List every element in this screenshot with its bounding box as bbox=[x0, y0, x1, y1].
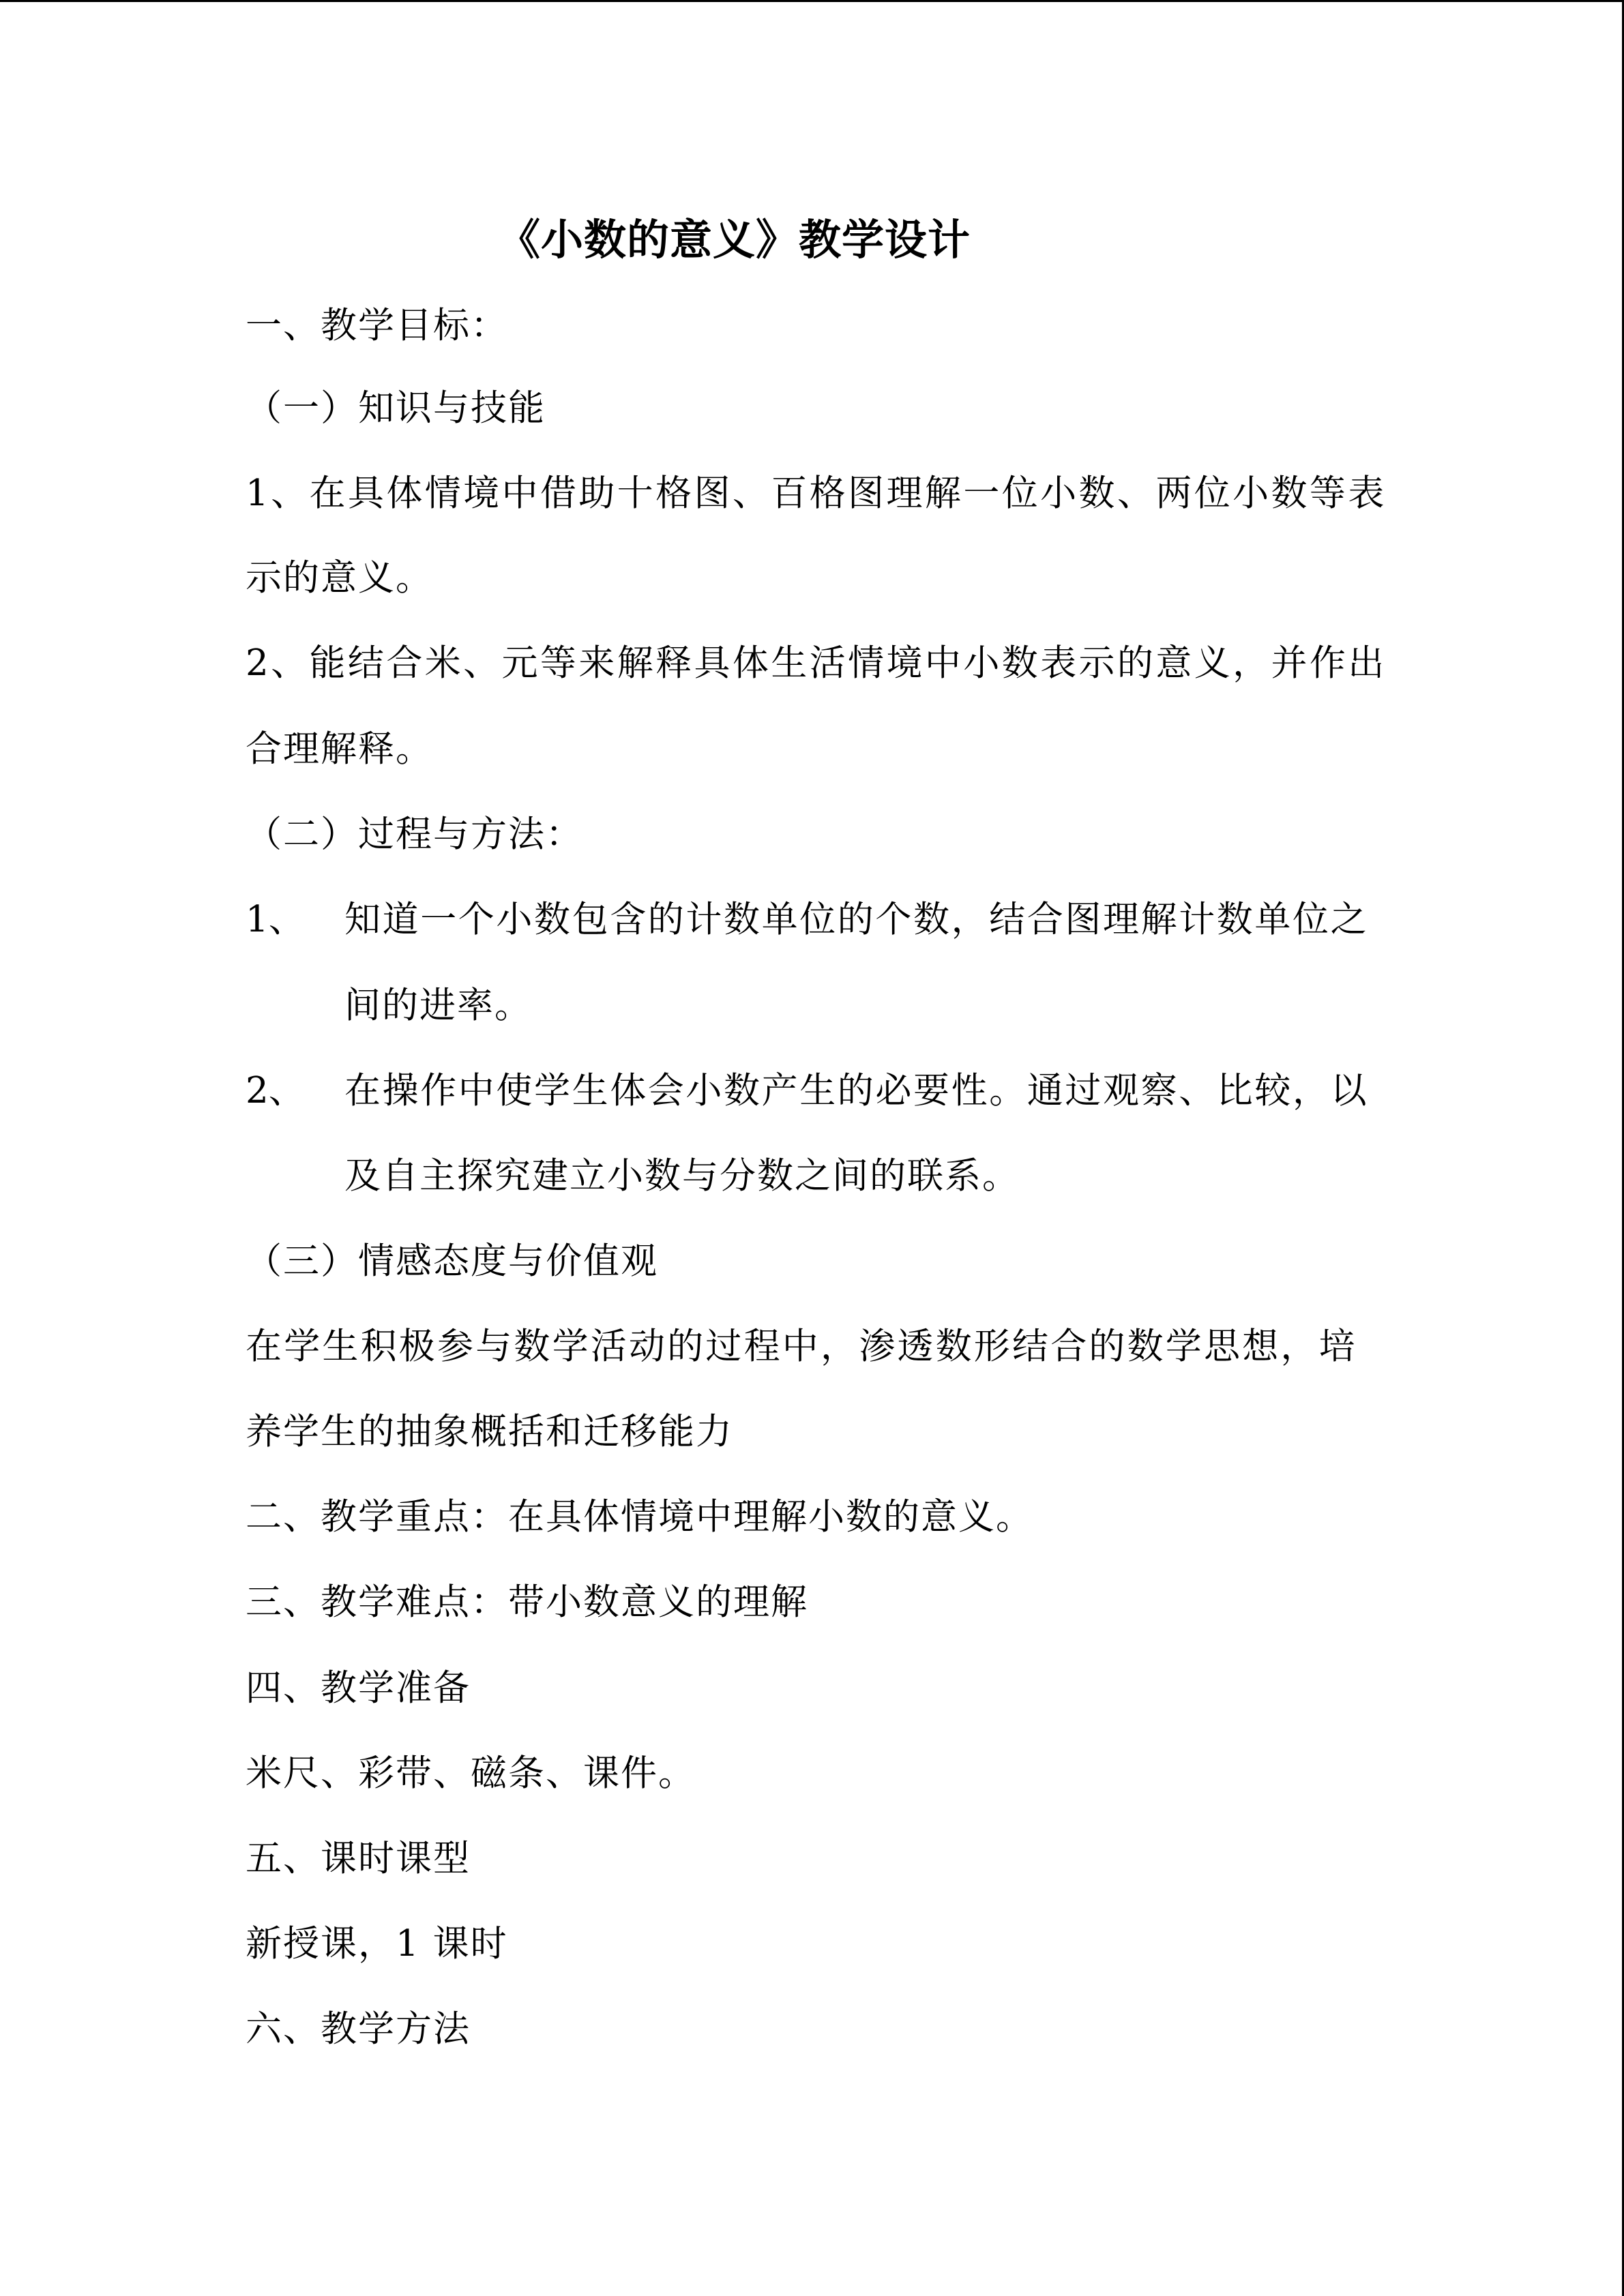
list-item-text: 知道一个小数包含的计数单位的个数，结合图理解计数单位之 bbox=[344, 899, 1369, 940]
paragraph-line: 2、能结合米、元等来解释具体生活情境中小数表示的意义，并作出 bbox=[246, 642, 1387, 684]
subsection-heading-knowledge: （一）知识与技能 bbox=[246, 387, 546, 429]
section-heading-preparation: 四、教学准备 bbox=[246, 1667, 471, 1709]
section-heading-difficulty: 三、教学难点：带小数意义的理解 bbox=[246, 1581, 808, 1623]
section-heading-key-point: 二、教学重点：在具体情境中理解小数的意义。 bbox=[246, 1496, 1033, 1538]
subsection-heading-values: （三）情感态度与价值观 bbox=[246, 1240, 658, 1282]
paragraph-line: 米尺、彩带、磁条、课件。 bbox=[246, 1753, 696, 1794]
section-heading-lesson-type: 五、课时课型 bbox=[246, 1838, 471, 1879]
paragraph-line: 合理解释。 bbox=[246, 728, 433, 770]
paragraph-line: 1、在具体情境中借助十格图、百格图理解一位小数、两位小数等表 bbox=[246, 473, 1387, 514]
page-border-top bbox=[0, 0, 1624, 2]
section-heading-methods: 六、教学方法 bbox=[246, 2008, 471, 2050]
list-number: 1、 bbox=[246, 899, 305, 940]
subsection-heading-process: （二）过程与方法： bbox=[246, 814, 583, 855]
section-heading-objectives: 一、教学目标： bbox=[246, 305, 508, 346]
paragraph-line: 在学生积极参与数学活动的过程中，渗透数形结合的数学思想，培 bbox=[246, 1326, 1357, 1367]
list-item-text: 在操作中使学生体会小数产生的必要性。通过观察、比较，以 bbox=[344, 1070, 1369, 1112]
paragraph-line: 新授课，1 课时 bbox=[246, 1923, 508, 1965]
document-title: 《小数的意义》教学设计 bbox=[498, 215, 971, 265]
list-number: 2、 bbox=[246, 1070, 305, 1112]
paragraph-line: 示的意义。 bbox=[246, 557, 433, 599]
paragraph-line: 养学生的抽象概括和迁移能力 bbox=[246, 1411, 733, 1452]
list-item-text: 间的进率。 bbox=[344, 985, 532, 1026]
list-item-text: 及自主探究建立小数与分数之间的联系。 bbox=[344, 1155, 1020, 1197]
